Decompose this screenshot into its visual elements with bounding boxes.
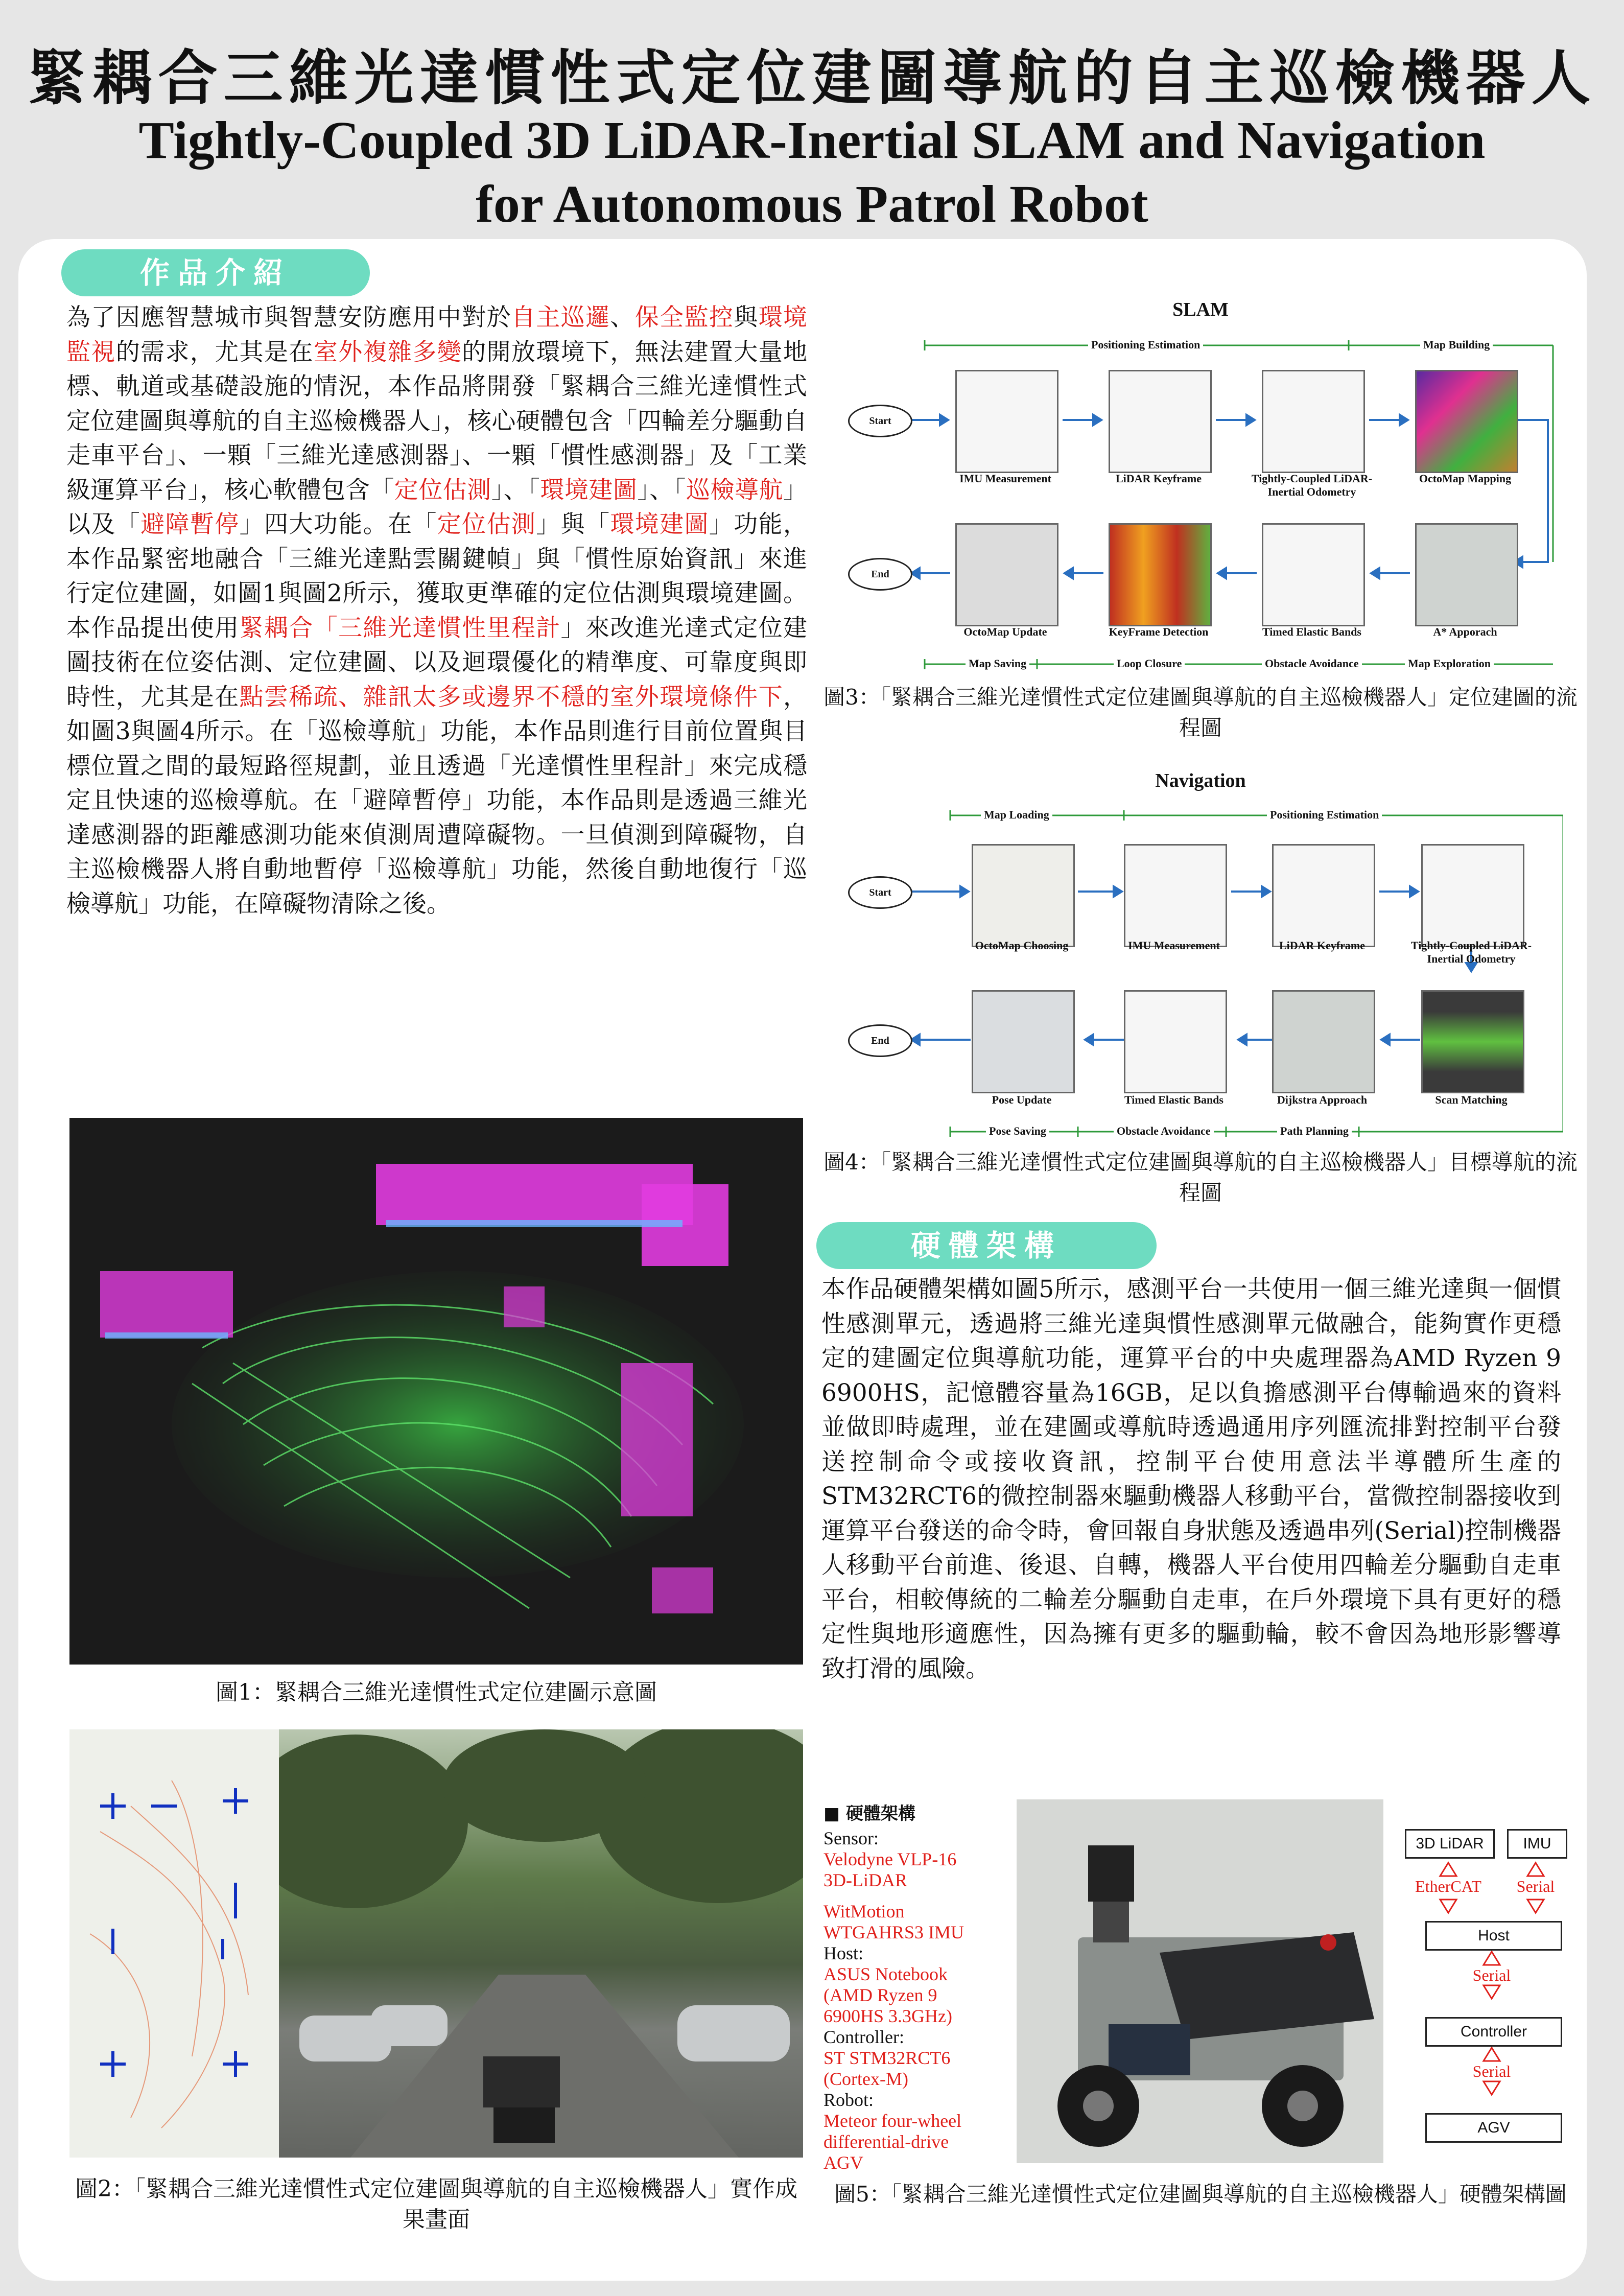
fig2-robot-photo <box>279 1729 803 2158</box>
fig2-caption: 圖2：「緊耦合三維光達慣性式定位建圖與導航的自主巡檢機器人」實作成果畫面 <box>75 2176 797 2233</box>
spec-value: 3D-LiDAR <box>823 1870 907 1890</box>
intro-text: 為了因應智慧城市與智慧安防應用中對於 <box>66 303 511 332</box>
slam-label-octoupdate: OctoMap Update <box>963 625 1047 638</box>
intro-highlight-text: 避障暫停 <box>140 510 240 538</box>
nav-section-obstacle: Obstacle Avoidance <box>1114 1124 1214 1138</box>
fig2-map-image <box>69 1729 279 2158</box>
fig1-caption: 圖1：緊耦合三維光達慣性式定位建圖示意圖 <box>216 1679 657 1705</box>
spec-value: AGV <box>823 2152 863 2173</box>
intro-text: 的開放環境下，無法建置大量地標、軌道或基礎設施的情況，本作品將開發「緊耦合三維光達慣性式定位建圖與導航的自主巡檢機器人」，核心硬體包含「四輪差分驅動自走車平台」、一顆「三維光達感測器」、一顆「慣性感測器」及「工業級運算平台」，核心軟體包含「 <box>66 338 808 504</box>
intro-text: 的需求，尤其是在 <box>115 338 314 366</box>
nav-label-poseupdate: Pose Update <box>992 1093 1052 1106</box>
nav-section-maploading: Map Loading <box>981 808 1052 822</box>
intro-text: 」與「 <box>536 510 610 538</box>
hw-ethercat-label: EtherCAT <box>1415 1877 1481 1895</box>
map-render <box>69 1729 279 2158</box>
intro-text: ，如圖3與圖4所示。在「巡檢導航」功能，本作品則進行目前位置與目標位置之間的最短路徑規劃，並且透過「光達慣性里程計」來完成穩定且快速的巡檢導航。在「避障暫停」功能，本作品則是透過三維光達感測器的距離感測功能來偵測周遭障礙物。一旦偵測到障礙物，自主巡檢機器人將自動地暫停「巡檢導航」功能，然後自動地復行「巡檢導航」功能，在障礙物清除之後。 <box>66 683 807 918</box>
intro-text: 」四大功能。在「 <box>239 510 437 538</box>
spec-value: ASUS Notebook <box>823 1964 948 1984</box>
hw-imu-box: IMU <box>1507 1829 1567 1859</box>
intro-highlight-text: 保全監控 <box>634 303 734 332</box>
hw-lidar-box: 3D LiDAR <box>1405 1829 1495 1859</box>
intro-highlight-text: 室外複雜多變 <box>313 338 462 366</box>
intro-text: 」、「 <box>491 476 540 504</box>
poster-title-zh: 緊耦合三維光達慣性式定位建圖導航的自主巡檢機器人 <box>27 43 1597 113</box>
nav-start-node: Start <box>848 876 912 909</box>
nav-flowchart <box>838 761 1563 1150</box>
poster-title-en-line1: Tightly-Coupled 3D LiDAR-Inertial SLAM and Navigation <box>138 111 1486 170</box>
hw-agv-box: AGV <box>1425 2113 1562 2143</box>
fig3-caption: 圖3：「緊耦合三維光達慣性式定位建圖與導航的自主巡檢機器人」定位建圖的流程圖 <box>823 685 1578 740</box>
nav-scanmatch-box <box>1421 990 1524 1093</box>
slam-section-loopclosure: Loop Closure <box>1114 657 1185 670</box>
slam-end-node: End <box>848 558 912 591</box>
pointcloud-render <box>69 1118 803 1665</box>
nav-end-node: End <box>848 1024 912 1057</box>
spec-label: Robot: <box>823 2090 874 2110</box>
spec-value: Velodyne VLP-16 <box>823 1849 957 1869</box>
intro-text: 、 <box>610 303 635 332</box>
spec-value: (Cortex-M) <box>823 2069 908 2089</box>
slam-label-imu: IMU Measurement <box>959 472 1051 485</box>
nav-lio-box <box>1421 844 1524 947</box>
slam-section-mapbuilding: Map Building <box>1420 338 1493 352</box>
fig5-caption: 圖5：「緊耦合三維光達慣性式定位建圖與導航的自主巡檢機器人」硬體架構圖 <box>834 2182 1567 2207</box>
hw-serial-label-host: Serial <box>1472 1966 1511 1984</box>
slam-astar-box <box>1415 523 1518 626</box>
intro-highlight-text: 環境監視 <box>66 303 808 366</box>
fig4-caption: 圖4：「緊耦合三維光達慣性式定位建圖與導航的自主巡檢機器人」目標導航的流程圖 <box>823 1150 1578 1205</box>
nav-imu-box <box>1124 844 1227 947</box>
nav-teb-box <box>1124 990 1227 1093</box>
hardware-paragraph: 本作品硬體架構如圖5所示，感測平台一共使用一個三維光達與一個慣性感測單元，透過將三維光達與慣性感測單元做融合，能夠實作更穩定的建圖定位與導航功能，運算平台的中央處理器為AMD Ryzen 9 6900HS，記憶體容量為16GB，足以負擔感測平台傳輸過來的資料並做即時處理，並在建圖或導航時透過通用序列匯流排對控制平台發送控制命令或接收資訊，控制平台使用意法半導體所生產的STM32RCT6的微控制器來驅動機器人移動平台，當微控制器接收到運算平台發送的命令時，會回報自身狀態及透過串列(Serial)控制機器人移動平台前進、後退、自轉，機器人平台使用四輪差分驅動自走車平台，相較傳統的二輪差分驅動自走車，在戶外環境下具有更好的穩定性與地形適應性，因為擁有更多的驅動輪，較不會因為地形影響導致打滑的風險。 <box>821 1275 1561 1683</box>
hardware-spec-list <box>823 1828 1018 2173</box>
nav-title: Navigation <box>1155 770 1246 791</box>
photo-render <box>279 1729 803 2158</box>
intro-highlight-text: 緊耦合「三維光達慣性里程計 <box>239 614 561 642</box>
intro-highlight-text: 定位估測 <box>437 510 536 538</box>
nav-label-teb: Timed Elastic Bands <box>1124 1093 1223 1106</box>
spec-value: 6900HS 3.3GHz) <box>823 2006 952 2026</box>
intro-highlight-text: 點雲稀疏、雜訊太多或邊界不穩的室外環境條件下 <box>239 683 783 711</box>
slam-label-lio: Tightly-Coupled LiDAR-Inertial Odometry <box>1251 472 1373 498</box>
slam-section-obstacle: Obstacle Avoidance <box>1262 657 1362 670</box>
fig5-robot-photo <box>1017 1799 1383 2163</box>
slam-flowchart <box>838 291 1563 680</box>
hw-serial-label-imu: Serial <box>1516 1877 1555 1895</box>
intro-highlight-text: 環境建圖 <box>610 510 709 538</box>
slam-imu-box <box>955 370 1058 473</box>
slam-keyframe-detect-box <box>1109 523 1212 626</box>
intro-text: 」、「 <box>637 476 686 504</box>
intro-text: 與 <box>734 303 759 332</box>
hw-serial-label-controller: Serial <box>1472 2062 1511 2080</box>
slam-label-lidar: LiDAR Keyframe <box>1115 472 1202 485</box>
slam-octoupdate-box <box>955 523 1058 626</box>
nav-octochoose-box <box>972 844 1075 947</box>
slam-title: SLAM <box>1172 299 1229 320</box>
intro-text: 」以及「 <box>66 476 807 538</box>
nav-label-lio: Tightly-Coupled LiDAR-Inertial Odometry <box>1410 939 1532 965</box>
slam-lidar-box <box>1109 370 1212 473</box>
poster-title-en-line2: for Autonomous Patrol Robot <box>476 175 1148 233</box>
intro-highlight-text: 自主巡邏 <box>511 303 610 332</box>
spec-value: WTGAHRS3 IMU <box>823 1922 964 1942</box>
intro-highlight-text: 巡檢導航 <box>686 476 783 504</box>
intro-text: 」來改進光達式定位建圖技術在位姿估測、定位建圖、以及迴環優化的精準度、可靠度與即時性，尤其是在 <box>66 614 808 711</box>
slam-label-keyframe-detect: KeyFrame Detection <box>1109 625 1209 638</box>
intro-paragraph <box>66 300 807 921</box>
spec-value: differential-drive <box>823 2131 949 2152</box>
nav-section-pathplanning: Path Planning <box>1277 1124 1352 1138</box>
spec-label: Host: <box>823 1943 864 1963</box>
hw-host-box: Host <box>1425 1921 1562 1951</box>
hw-controller-box: Controller <box>1425 2017 1562 2047</box>
intro-text: 」功能，本作品緊密地融合「三維光達點雲關鍵幀」與「慣性原始資訊」來進行定位建圖，如圖1與圖2所示，獲取更準確的定位估測與環境建圖。本作品提出使用 <box>66 510 808 642</box>
fig1-pointcloud-image <box>69 1118 803 1665</box>
hardware-heading: 硬體架構 <box>816 1222 1157 1269</box>
slam-teb-box <box>1262 523 1365 626</box>
intro-highlight-text: 環境建圖 <box>540 476 638 504</box>
spec-value <box>823 1891 1018 1901</box>
spec-value: WitMotion <box>823 1901 905 1922</box>
spec-label: Sensor: <box>823 1828 879 1848</box>
nav-lidar-box <box>1272 844 1375 947</box>
nav-section-positioning: Positioning Estimation <box>1267 808 1382 822</box>
nav-label-scanmatch: Scan Matching <box>1435 1093 1508 1106</box>
hardware-bullet: ■ 硬體架構 <box>823 1803 915 1824</box>
intro-highlight-text: 定位估測 <box>394 476 491 504</box>
spec-value: (AMD Ryzen 9 <box>823 1985 937 2005</box>
slam-lio-box <box>1262 370 1365 473</box>
slam-label-teb: Timed Elastic Bands <box>1262 625 1361 638</box>
slam-label-astar: A* Apporach <box>1433 625 1497 638</box>
nav-label-imu: IMU Measurement <box>1128 939 1220 952</box>
slam-section-mapsaving: Map Saving <box>966 657 1029 670</box>
intro-heading: 作品介紹 <box>61 249 370 296</box>
nav-dijkstra-box <box>1272 990 1375 1093</box>
spec-value: Meteor four-wheel <box>823 2111 962 2131</box>
nav-label-dijkstra: Dijkstra Approach <box>1277 1093 1368 1106</box>
nav-label-octochoose: OctoMap Choosing <box>975 939 1069 952</box>
spec-label: Controller: <box>823 2027 904 2047</box>
robot-render <box>1017 1799 1383 2163</box>
nav-label-lidar: LiDAR Keyframe <box>1279 939 1365 952</box>
slam-octomap-box <box>1415 370 1518 473</box>
slam-section-exploration: Map Exploration <box>1405 657 1494 670</box>
slam-label-octomap: OctoMap Mapping <box>1419 472 1512 485</box>
slam-start-node: Start <box>848 405 912 437</box>
nav-poseupdate-box <box>972 990 1075 1093</box>
spec-value: ST STM32RCT6 <box>823 2048 951 2068</box>
nav-section-posesaving: Pose Saving <box>986 1124 1049 1138</box>
slam-section-positioning: Positioning Estimation <box>1088 338 1203 352</box>
hardware-block-diagram <box>1395 1819 1579 2171</box>
